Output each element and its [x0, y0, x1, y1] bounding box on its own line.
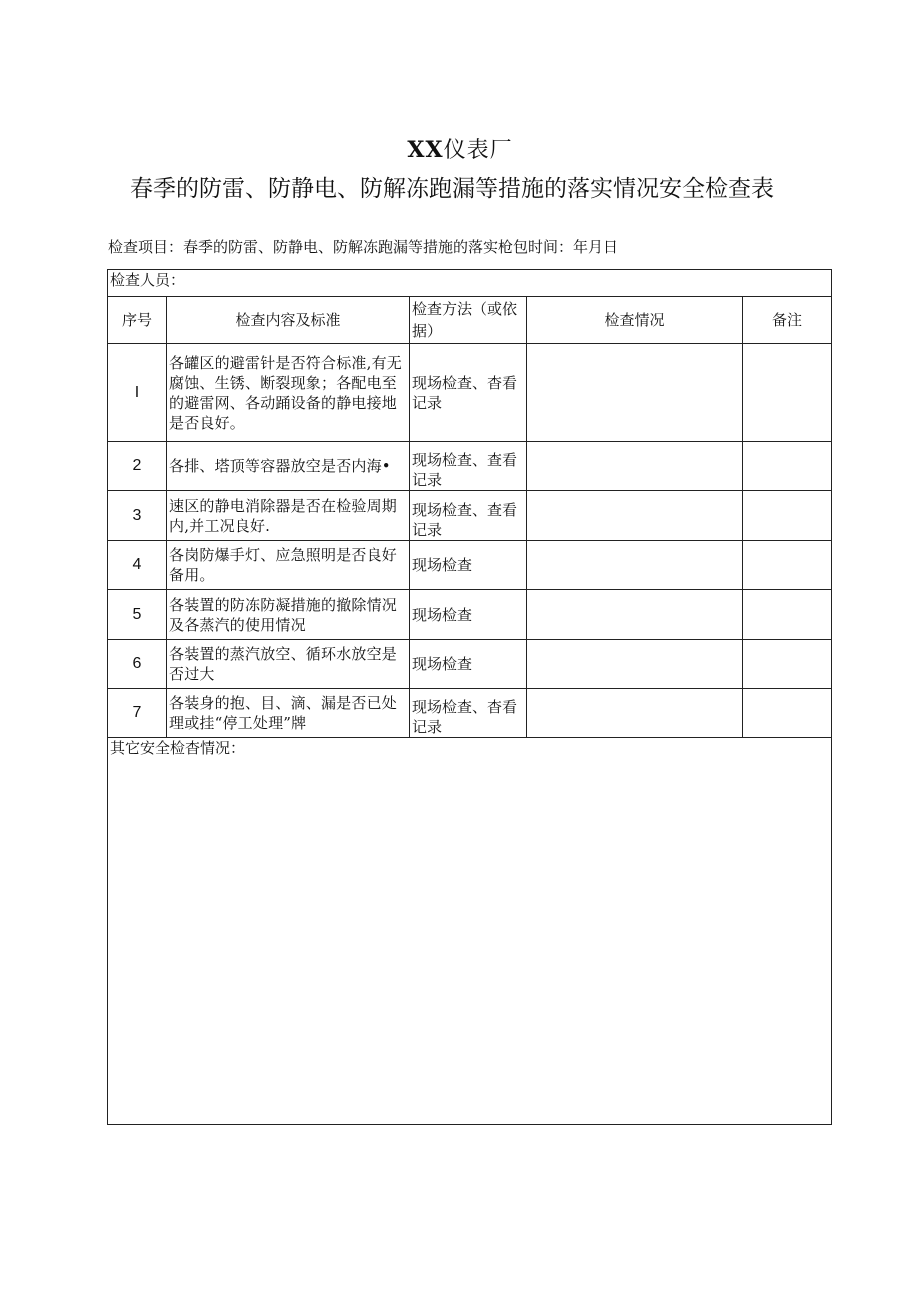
row-seq: 6 [108, 640, 167, 689]
row-seq: 3 [108, 491, 167, 541]
row-method: 现场检查 [410, 590, 527, 640]
table-row [108, 442, 832, 491]
form-title: 春季的防雷、防静电、防解冻跑漏等措施的落实情况安全检查表 [130, 176, 774, 202]
row-remarks-cell[interactable] [743, 590, 832, 640]
row-method: 现场检查、杳看记录 [410, 689, 527, 738]
row-remarks-cell[interactable] [743, 640, 832, 689]
inspectors-label: 检查人员： [108, 270, 832, 297]
row-method: 现场检查、查看记录 [410, 491, 527, 541]
row-method: 现场检查、查看记录 [410, 442, 527, 491]
column-header-content: 检查内容及标准 [167, 297, 410, 344]
row-remarks-cell[interactable] [743, 344, 832, 442]
table-row [108, 590, 832, 640]
row-content: 各罐区的避雷针是否符合标准,有无腐蚀、生锈、断裂现象；各配电至的避雷网、各动踊设备的静电接地是否良好。 [167, 344, 410, 442]
table-row [108, 491, 832, 541]
row-seq: 4 [108, 541, 167, 590]
company-suffix: 仪表厂 [443, 138, 513, 163]
table-row [108, 689, 832, 738]
row-remarks-cell[interactable] [743, 442, 832, 491]
header-row [108, 297, 832, 344]
row-seq: I [108, 344, 167, 442]
inspection-item-line: 检查项目：春季的防雷、防静电、防解冻跑漏等措施的落实枪包时间：年月日 [108, 238, 619, 256]
row-content: 各装身的抱、目、滴、漏是否已处理或挂“停工处理”牌 [167, 689, 410, 738]
row-method: 现场检查 [410, 640, 527, 689]
row-content: 各装置的蒸汽放空、循环水放空是否过大 [167, 640, 410, 689]
row-remarks-cell[interactable] [743, 689, 832, 738]
row-remarks-cell[interactable] [743, 491, 832, 541]
row-content: 各排、塔顶等容器放空是否内海• [167, 442, 410, 491]
row-seq: 7 [108, 689, 167, 738]
row-seq: 2 [108, 442, 167, 491]
row-status-cell[interactable] [527, 491, 743, 541]
row-status-cell[interactable] [527, 541, 743, 590]
row-content: 速区的静电消除器是否在检验周期内,并工况良好. [167, 491, 410, 541]
row-status-cell[interactable] [527, 590, 743, 640]
column-header-status: 检查情况 [527, 297, 743, 344]
row-method: 现场检查 [410, 541, 527, 590]
row-status-cell[interactable] [527, 442, 743, 491]
table-row [108, 541, 832, 590]
inspection-table [107, 269, 832, 1125]
column-header-remarks: 备注 [743, 297, 832, 344]
company-title [0, 133, 920, 164]
other-checks-row [108, 738, 832, 1125]
row-status-cell[interactable] [527, 689, 743, 738]
row-seq: 5 [108, 590, 167, 640]
column-header-seq: 序号 [108, 297, 167, 344]
company-prefix: XX [407, 137, 444, 163]
row-content: 各岗防爆手灯、应急照明是否良好备用。 [167, 541, 410, 590]
row-remarks-cell[interactable] [743, 541, 832, 590]
other-checks-label: 其它安全检杳情况： [110, 739, 246, 757]
row-method: 现场检查、杳看记录 [410, 344, 527, 442]
column-header-method: 检查方法（或依据） [410, 297, 527, 344]
row-content: 各装置的防冻防凝措施的撤除情况及各蒸汽的使用情况 [167, 590, 410, 640]
other-checks-area[interactable] [108, 738, 832, 1125]
table-row [108, 344, 832, 442]
table-row [108, 640, 832, 689]
row-status-cell[interactable] [527, 344, 743, 442]
inspectors-row [108, 270, 832, 297]
row-status-cell[interactable] [527, 640, 743, 689]
